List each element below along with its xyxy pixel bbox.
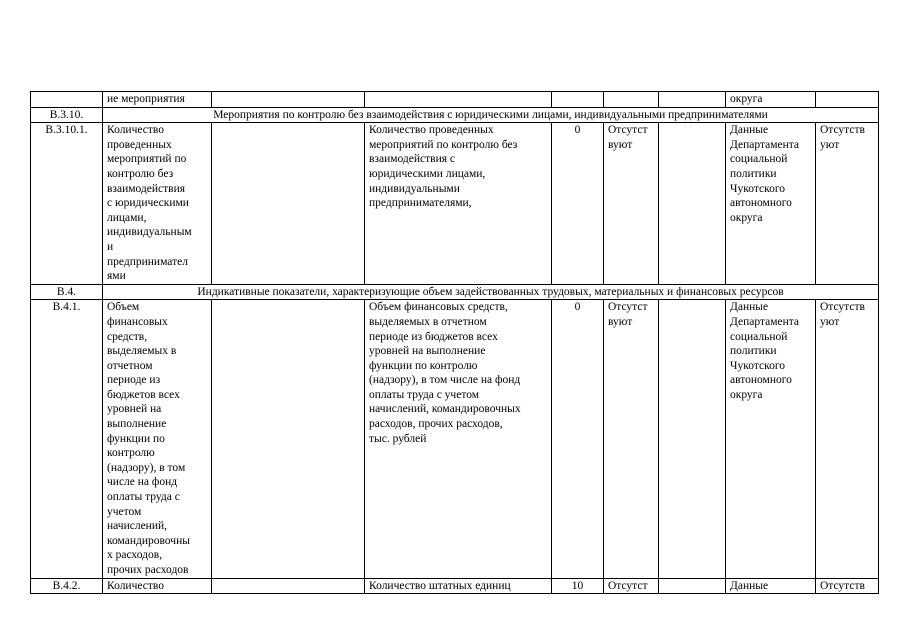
indicator-col6: Отсутст вуют [604,300,659,578]
indicator-col7 [659,300,726,578]
formula-cell [212,123,365,285]
indicator-value: 0 [552,123,604,285]
indicator-name: Объем финансовых средств, выделяемых в отчетном периоде из бюджетов всех уровней на выполнение функции по контролю (надзору), в том числе на фонд оплаты труда с учетом начислений, командировочны х расходов, прочих расходов [103,300,212,578]
indicators-table [30,91,879,594]
formula-cell [212,300,365,578]
data-source: округа [726,92,816,108]
table-row [31,300,879,578]
section-code: В.3.10. [31,107,103,123]
table-row [31,578,879,594]
indicator-col6: Отсутст [604,578,659,594]
indicator-col7 [659,578,726,594]
indicator-description: Количество штатных единиц [365,578,552,594]
indicator-col9: Отсутств [816,578,879,594]
indicator-name: ие мероприятия [103,92,212,108]
formula-cell [212,578,365,594]
indicator-code: В.4.2. [31,578,103,594]
section-row [31,284,879,300]
indicator-col9: Отсутств уют [816,123,879,285]
indicator-code: В.3.10.1. [31,123,103,285]
indicator-name: Количество [103,578,212,594]
indicator-col6: Отсутст вуют [604,123,659,285]
section-title: Мероприятия по контролю без взаимодействия с юридическими лицами, индивидуальными предпринимателями [103,107,879,123]
indicator-code: В.4.1. [31,300,103,578]
indicator-description: Объем финансовых средств, выделяемых в отчетном периоде из бюджетов всех уровней на выполнение функции по контролю (надзору), в том числе на фонд оплаты труда с учетом начислений, командировочных расходов, прочих расходов, тыс. рублей [365,300,552,578]
section-row [31,107,879,123]
indicator-col7 [659,123,726,285]
indicator-value: 0 [552,300,604,578]
indicator-description: Количество проведенных мероприятий по контролю без взаимодействия с юридическими лицами, индивидуальными предпринимателями, [365,123,552,285]
indicator-name: Количество проведенных мероприятий по контролю без взаимодействия с юридическими лицами, индивидуальным и предпринимател ями [103,123,212,285]
table-row [31,123,879,285]
data-source: Данные Департамента социальной политики Чукотского автономного округа [726,123,816,285]
continuation-row [31,92,879,108]
data-source: Данные Департамента социальной политики Чукотского автономного округа [726,300,816,578]
section-title: Индикативные показатели, характеризующие объем задействованных трудовых, материальных и финансовых ресурсов [103,284,879,300]
section-code: В.4. [31,284,103,300]
indicator-col9: Отсутств уют [816,300,879,578]
data-source: Данные [726,578,816,594]
indicator-value: 10 [552,578,604,594]
